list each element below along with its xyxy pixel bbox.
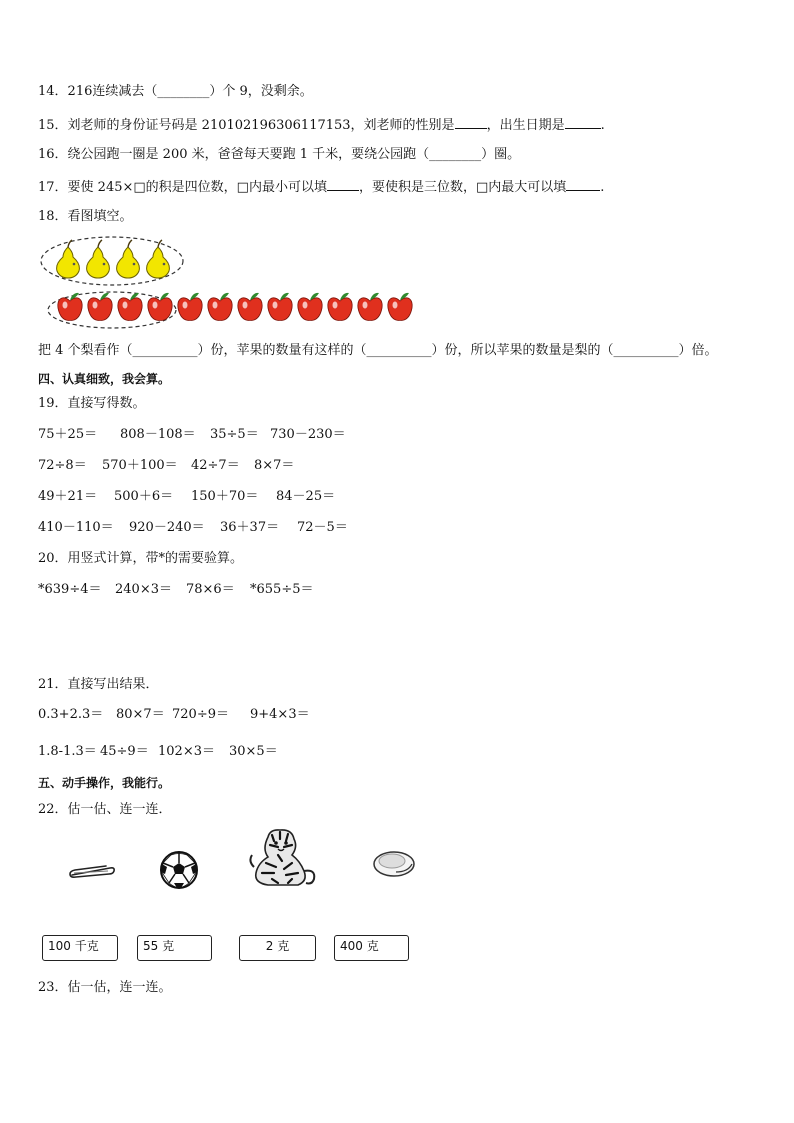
q21-item: 0.3+2.3＝ <box>38 707 104 722</box>
question-23: 23．估一估，连一连。 <box>38 980 172 995</box>
tiger-icon <box>248 827 320 889</box>
pear-icon <box>117 240 140 278</box>
fruit-illustration <box>40 234 420 330</box>
pear-icon <box>87 240 110 278</box>
q20-item: *655÷5＝ <box>250 582 314 597</box>
apple-icon <box>268 293 292 321</box>
q21-row-1 <box>38 707 310 723</box>
apples <box>58 293 412 321</box>
question-18: 18．看图填空。 <box>38 209 133 224</box>
question-19: 19．直接写得数。 <box>38 396 146 411</box>
q19-item: 500＋6＝ <box>114 489 174 504</box>
q21-row-2 <box>38 744 278 760</box>
apple-icon <box>58 293 82 321</box>
q19-item: 150＋70＝ <box>191 489 259 504</box>
gender-blank[interactable] <box>455 116 487 129</box>
question-17-part-a: 17．要使 245×□的积是四位数，□内最小可以填 <box>38 180 327 195</box>
apple-icon <box>88 293 112 321</box>
q19-item: 36＋37＝ <box>220 520 280 535</box>
q21-item: 80×7＝ <box>116 707 165 722</box>
question-17-part-c: . <box>600 180 605 195</box>
q21-item: 720÷9＝ <box>172 707 229 722</box>
question-18-fill: 把 4 个梨看作（__________）份，苹果的数量有这样的（__________）份，所以苹果的数量是梨的（__________）倍。 <box>38 343 718 358</box>
weight-box-400g[interactable]: 400 克 <box>334 935 409 961</box>
q21-item: 1.8-1.3＝ <box>38 744 97 759</box>
q19-item: 42÷7＝ <box>191 458 240 473</box>
q19-item: 410－110＝ <box>38 520 114 535</box>
apple-icon <box>298 293 322 321</box>
apple-icon <box>148 293 172 321</box>
question-17 <box>38 178 604 196</box>
q21-item: 45÷9＝ <box>100 744 149 759</box>
apple-icon <box>208 293 232 321</box>
weight-box-2g[interactable]: 2 克 <box>239 935 316 961</box>
question-21: 21．直接写出结果． <box>38 677 159 692</box>
q19-item: 72÷8＝ <box>38 458 87 473</box>
question-22: 22．估一估、连一连． <box>38 802 172 817</box>
q21-item: 102×3＝ <box>158 744 215 759</box>
apple-icon <box>358 293 382 321</box>
q19-item: 75＋25＝ <box>38 427 98 442</box>
paperclip-icon <box>66 862 116 880</box>
q21-item: 30×5＝ <box>229 744 278 759</box>
question-15-text: 15．刘老师的身份证号码是 210102196306117153，刘老师的性别是 <box>38 118 455 133</box>
pears <box>57 240 170 278</box>
q19-item: 84－25＝ <box>276 489 336 504</box>
apple-icon <box>388 293 412 321</box>
q19-item: 730－230＝ <box>270 427 346 442</box>
question-15 <box>38 116 605 134</box>
q19-item: 808－108＝ <box>120 427 196 442</box>
plate-icon <box>372 848 418 880</box>
question-20: 20．用竖式计算，带*的需要验算。 <box>38 551 244 566</box>
q21-item: 9+4×3＝ <box>250 707 310 722</box>
section-5-heading: 五、动手操作，我能行。 <box>38 776 171 790</box>
q19-item: 570＋100＝ <box>102 458 178 473</box>
q19-item: 35÷5＝ <box>210 427 259 442</box>
apple-icon <box>328 293 352 321</box>
q19-row-3 <box>38 489 335 505</box>
question-15-mid: ，出生日期是 <box>486 118 565 133</box>
q19-item: 72－5＝ <box>297 520 348 535</box>
question-16: 16．绕公园跑一圈是 200 米，爸爸每天要跑 1 千米，要绕公园跑（________）圈。 <box>38 147 521 162</box>
q19-item: 8×7＝ <box>254 458 295 473</box>
soccer-ball-icon <box>159 850 199 890</box>
q20-item: *639÷4＝ <box>38 582 102 597</box>
apple-icon <box>238 293 262 321</box>
q19-item: 920－240＝ <box>129 520 205 535</box>
apple-icon <box>118 293 142 321</box>
birthdate-blank[interactable] <box>565 116 601 129</box>
q19-row-4 <box>38 520 348 536</box>
weight-box-55g[interactable]: 55 克 <box>137 935 212 961</box>
q19-row-1 <box>38 427 346 443</box>
max-digit-blank[interactable] <box>566 178 600 191</box>
question-15-end: . <box>600 118 605 133</box>
q19-row-2 <box>38 458 294 474</box>
question-14: 14．216连续减去（________）个 9，没剩余。 <box>38 84 313 99</box>
q19-item: 49＋21＝ <box>38 489 98 504</box>
pear-icon <box>57 240 80 278</box>
pear-icon <box>147 240 170 278</box>
q20-row <box>38 582 313 598</box>
q20-item: 78×6＝ <box>186 582 235 597</box>
section-4-heading: 四、认真细致，我会算。 <box>38 372 171 386</box>
q20-item: 240×3＝ <box>115 582 172 597</box>
apple-icon <box>178 293 202 321</box>
min-digit-blank[interactable] <box>327 178 359 191</box>
question-17-part-b: ，要使积是三位数，□内最大可以填 <box>358 180 567 195</box>
weight-box-100kg[interactable]: 100 千克 <box>42 935 118 961</box>
